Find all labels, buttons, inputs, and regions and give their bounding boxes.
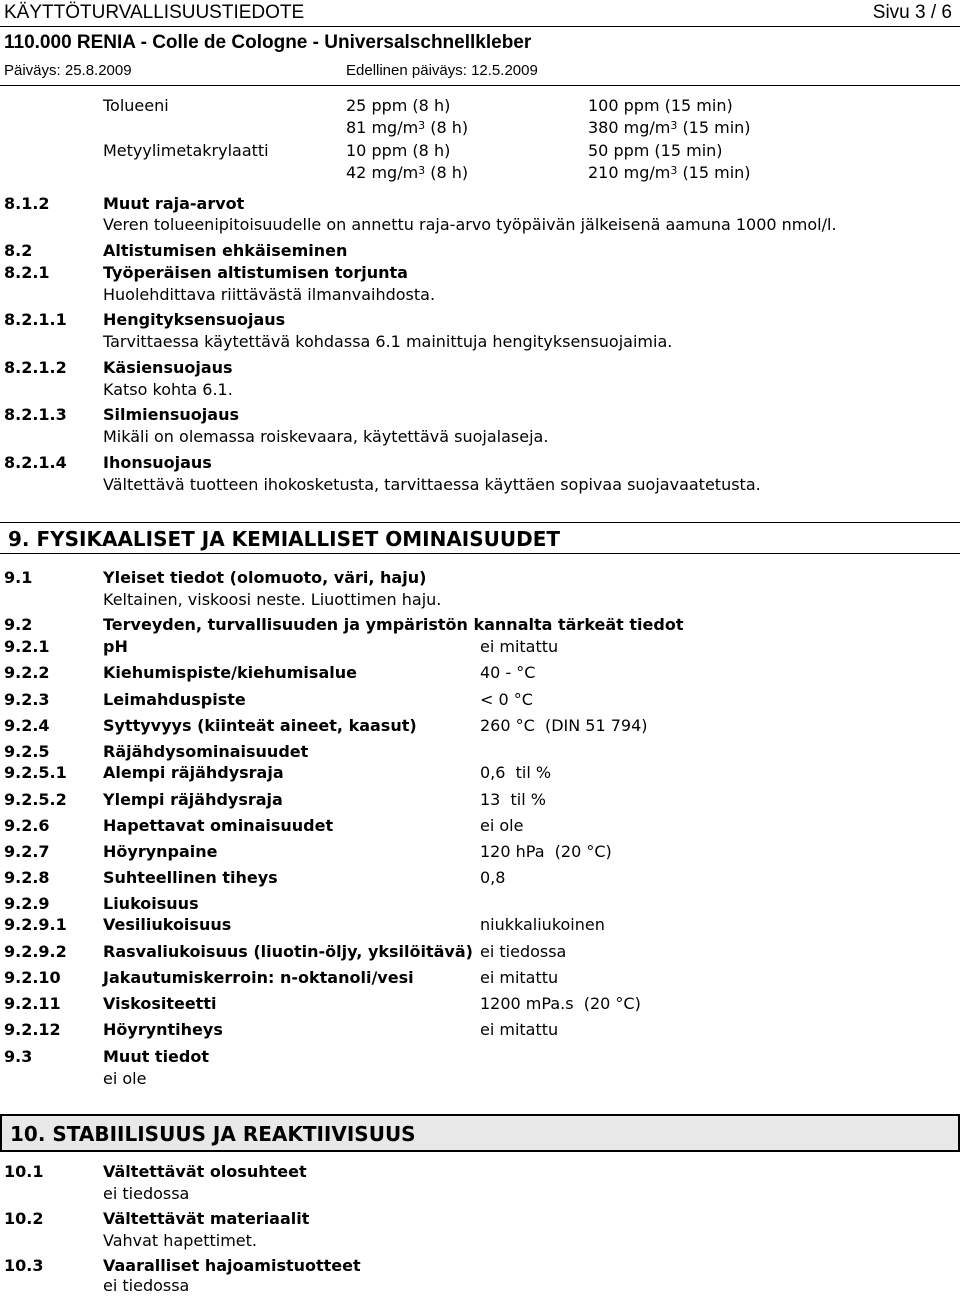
limit-twa-mg: 81 $mg/m^3$ (8 h): [346, 118, 469, 137]
subsection-number: 9.2: [4, 615, 33, 634]
section-title: 10. STABIILISUUS JA REAKTIIVISUUS: [10, 1122, 416, 1146]
property-value: ei ole: [480, 816, 524, 835]
property-number: 9.2.1: [4, 637, 50, 656]
subsection-text: ei ole: [103, 1069, 147, 1088]
property-value: 40 - °C: [480, 663, 536, 682]
property-value: ei mitattu: [480, 637, 559, 656]
section-rule: [0, 522, 960, 523]
limit-stel-ppm: 100 ppm (15 min): [588, 96, 733, 115]
subsection-text: Veren tolueenipitoisuudelle on annettu raja-arvo työpäivän jälkeisenä aamuna 1000 nmol/l.: [103, 215, 837, 234]
revision-date: Päiväys: 25.8.2009: [4, 62, 132, 79]
property-number: 9.2.5: [4, 742, 50, 761]
subsection-title: Muut tiedot: [103, 1047, 209, 1066]
subsection-text: Katso kohta 6.1.: [103, 380, 233, 399]
subsection-number: 10.3: [4, 1256, 44, 1275]
property-number: 9.2.8: [4, 868, 50, 887]
property-number: 9.2.4: [4, 716, 50, 735]
section-title: 9. FYSIKAALISET JA KEMIALLISET OMINAISUUDET: [8, 527, 561, 551]
subsection-title: Terveyden, turvallisuuden ja ympäristön kannalta tärkeät tiedot: [103, 615, 684, 634]
property-label: Syttyvyys (kiinteät aineet, kaasut): [103, 716, 417, 735]
header-divider: [0, 26, 960, 27]
subsection-title: Hengityksensuojaus: [103, 310, 286, 329]
property-value: 0,6 til %: [480, 763, 552, 782]
property-number: 9.2.11: [4, 994, 61, 1013]
document-type: KÄYTTÖTURVALLISUUSTIEDOTE: [4, 2, 305, 23]
page-number: Sivu 3 / 6: [872, 2, 952, 23]
property-number: 9.2.9.2: [4, 942, 67, 961]
document-header: [0, 0, 960, 86]
subsection-number: 8.2: [4, 241, 33, 260]
limit-twa-ppm: 25 ppm (8 h): [346, 96, 451, 115]
property-label: Alempi räjähdysraja: [103, 763, 284, 782]
limit-stel-mg: 380 $mg/m^3$ (15 min): [588, 118, 751, 137]
subsection-title: Käsiensuojaus: [103, 358, 233, 377]
previous-revision-date: Edellinen päiväys: 12.5.2009: [346, 62, 538, 79]
subsection-number: 8.2.1.1: [4, 310, 67, 329]
property-label: Suhteellinen tiheys: [103, 868, 278, 887]
subsection-title: Vältettävät materiaalit: [103, 1209, 310, 1228]
property-label: Höyryntiheys: [103, 1020, 223, 1039]
subsection-text: Mikäli on olemassa roiskevaara, käytettävä suojalaseja.: [103, 427, 549, 446]
property-number: 9.2.5.1: [4, 763, 67, 782]
subsection-number: 9.1: [4, 568, 33, 587]
subsection-title: Vaaralliset hajoamistuotteet: [103, 1256, 361, 1275]
property-label: Rasvaliukoisuus (liuotin-öljy, yksilöitävä): [103, 942, 473, 961]
limit-stel-mg: 210 $mg/m^3$ (15 min): [588, 163, 751, 182]
limit-twa-mg: 42 $mg/m^3$ (8 h): [346, 163, 469, 182]
property-number: 9.2.7: [4, 842, 50, 861]
property-label: Jakautumiskerroin: n-oktanoli/vesi: [103, 968, 414, 987]
subsection-title: Vältettävät olosuhteet: [103, 1162, 307, 1181]
property-value: 0,8: [480, 868, 506, 887]
limit-twa-ppm: 10 ppm (8 h): [346, 141, 451, 160]
subsection-number: 8.2.1.3: [4, 405, 67, 424]
property-number: 9.2.2: [4, 663, 50, 682]
subsection-number: 10.1: [4, 1162, 44, 1181]
property-value: < 0 °C: [480, 690, 533, 709]
property-label: Räjähdysominaisuudet: [103, 742, 309, 761]
property-value: 13 til %: [480, 790, 546, 809]
header-divider-bottom: [0, 85, 960, 86]
property-label: Leimahduspiste: [103, 690, 246, 709]
subsection-title: Työperäisen altistumisen torjunta: [103, 263, 408, 282]
property-label: Viskositeetti: [103, 994, 217, 1013]
subsection-text: ei tiedossa: [103, 1184, 190, 1203]
subsection-title: Muut raja-arvot: [103, 194, 245, 213]
subsection-title: Yleiset tiedot (olomuoto, väri, haju): [103, 568, 427, 587]
subsection-number: 10.2: [4, 1209, 44, 1228]
property-number: 9.2.3: [4, 690, 50, 709]
subsection-title: Ihonsuojaus: [103, 453, 212, 472]
property-value: niukkaliukoinen: [480, 915, 605, 934]
property-number: 9.2.12: [4, 1020, 61, 1039]
property-value: 260 °C (DIN 51 794): [480, 716, 648, 735]
property-value: 120 hPa (20 °C): [480, 842, 612, 861]
subsection-text: Keltainen, viskoosi neste. Liuottimen haju.: [103, 590, 442, 609]
property-label: Hapettavat ominaisuudet: [103, 816, 334, 835]
subsection-text: Vahvat hapettimet.: [103, 1231, 258, 1250]
subsection-text: Vältettävä tuotteen ihokosketusta, tarvittaessa käyttäen sopivaa suojavaatetusta.: [103, 475, 761, 494]
property-number: 9.2.9: [4, 894, 50, 913]
property-value: ei tiedossa: [480, 942, 567, 961]
section-rule: [0, 553, 960, 554]
property-value: ei mitattu: [480, 968, 559, 987]
property-number: 9.2.5.2: [4, 790, 67, 809]
subsection-number: 8.1.2: [4, 194, 50, 213]
property-number: 9.2.10: [4, 968, 61, 987]
subsection-number: 8.2.1.2: [4, 358, 67, 377]
subsection-text: ei tiedossa: [103, 1276, 190, 1295]
property-label: Höyrynpaine: [103, 842, 218, 861]
property-value: ei mitattu: [480, 1020, 559, 1039]
subsection-text: Huolehdittava riittävästä ilmanvaihdosta.: [103, 285, 436, 304]
subsection-number: 8.2.1.4: [4, 453, 67, 472]
limit-substance: Tolueeni: [103, 96, 169, 115]
subsection-number: 9.3: [4, 1047, 33, 1066]
property-label: Kiehumispiste/kiehumisalue: [103, 663, 357, 682]
product-name: 110.000 RENIA - Colle de Cologne - Universalschnellkleber: [4, 32, 532, 53]
subsection-number: 8.2.1: [4, 263, 50, 282]
section-9-heading: [0, 522, 960, 554]
limit-stel-ppm: 50 ppm (15 min): [588, 141, 723, 160]
property-label: Liukoisuus: [103, 894, 199, 913]
property-number: 9.2.6: [4, 816, 50, 835]
property-label: Vesiliukoisuus: [103, 915, 232, 934]
limit-substance: Metyylimetakrylaatti: [103, 141, 269, 160]
property-number: 9.2.9.1: [4, 915, 67, 934]
subsection-title: Altistumisen ehkäiseminen: [103, 241, 348, 260]
property-label: pH: [103, 637, 128, 656]
property-label: Ylempi räjähdysraja: [103, 790, 283, 809]
subsection-title: Silmiensuojaus: [103, 405, 239, 424]
property-value: 1200 mPa.s (20 °C): [480, 994, 641, 1013]
subsection-text: Tarvittaessa käytettävä kohdassa 6.1 mainittuja hengityksensuojaimia.: [103, 332, 673, 351]
section-10-heading: [0, 1114, 960, 1152]
